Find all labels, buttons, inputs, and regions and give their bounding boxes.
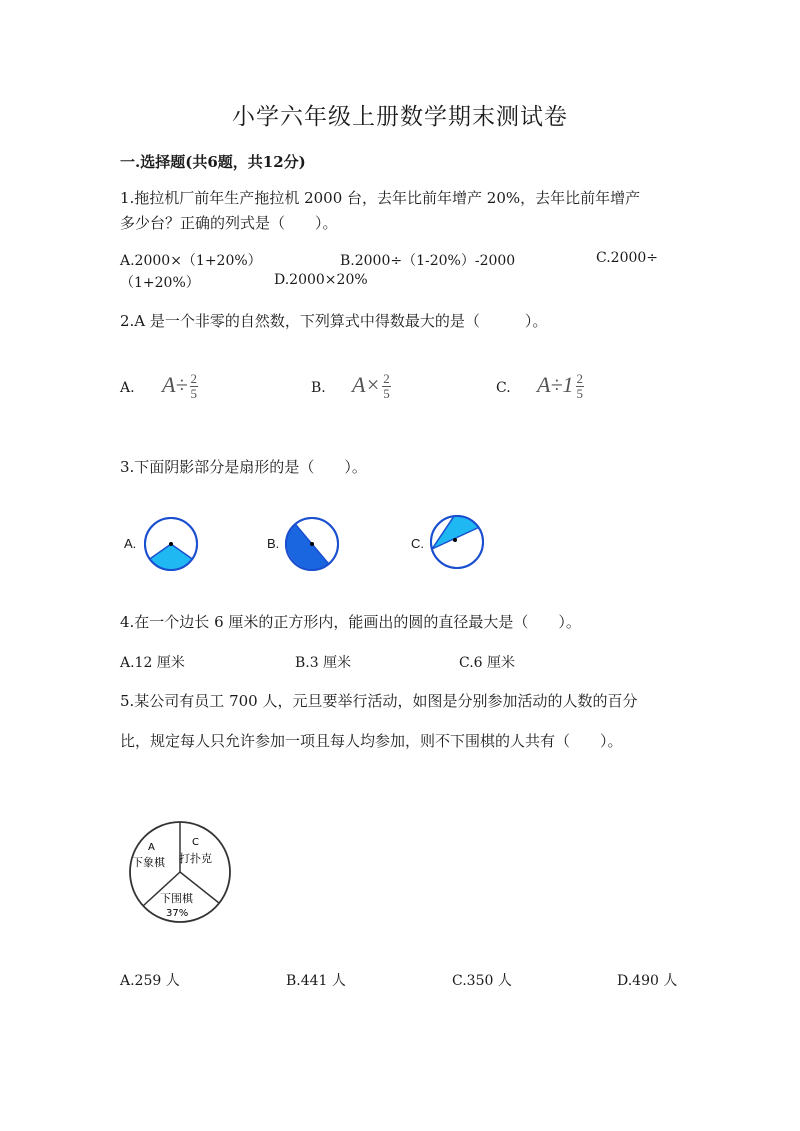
- q5-option-c: C.350 人: [452, 973, 512, 989]
- pie-label-a-letter: A: [148, 842, 155, 853]
- q1-option-c: C.2000÷: [596, 250, 659, 266]
- q2-option-c-expr: A÷1 $\frac{2}{5}$: [537, 371, 584, 402]
- q2-option-b-label: B.: [311, 380, 326, 396]
- q1-option-d: D.2000×20%: [274, 272, 368, 288]
- q1-option-a: A.2000×（1+20%）: [120, 253, 262, 269]
- q3-option-c-figure: [427, 512, 487, 572]
- q3-option-b-label: B.: [267, 536, 280, 551]
- q1-text-line1: 1.拖拉机厂前年生产拖拉机 2000 台，去年比前年增产 20%，去年比前年增产: [120, 189, 641, 207]
- q3-option-b-figure: [283, 515, 341, 573]
- q5-option-a: A.259 人: [120, 973, 180, 989]
- q3-text: 3.下面阴影部分是扇形的是（ ）。: [120, 458, 367, 476]
- pie-label-go-name: 下围棋: [160, 892, 193, 905]
- q5-text-line1: 5.某公司有员工 700 人，元旦要举行活动，如图是分别参加活动的人数的百分: [120, 692, 638, 710]
- q1-option-c-cont: （1+20%）: [120, 275, 200, 291]
- q4-option-a: A.12 厘米: [120, 655, 185, 671]
- q5-option-d: D.490 人: [617, 973, 678, 989]
- q5-text-line2: 比，规定每人只允许参加一项且每人均参加，则不下围棋的人共有（ ）。: [120, 732, 623, 750]
- q2-option-a-expr: A÷ $\frac{2}{5}$: [162, 371, 198, 402]
- q2-text: 2.A 是一个非零的自然数，下列算式中得数最大的是（ ）。: [120, 312, 548, 330]
- q2-option-b-expr: A× $\frac{2}{5}$: [352, 371, 390, 402]
- q1-option-b: B.2000÷（1-20%）-2000: [340, 253, 516, 269]
- q3-option-c-label: C.: [411, 536, 424, 551]
- q5-option-b: B.441 人: [286, 973, 346, 989]
- q4-option-c: C.6 厘米: [459, 655, 516, 671]
- q1-text-line2: 多少台？正确的列式是（ ）。: [120, 214, 338, 232]
- q2-option-a-label: A.: [120, 380, 135, 396]
- q4-text: 4.在一个边长 6 厘米的正方形内，能画出的圆的直径最大是（ ）。: [120, 613, 581, 631]
- q3-option-a-figure: [142, 515, 200, 573]
- pie-label-c-letter: C: [192, 837, 199, 848]
- pie-label-go-pct: 37%: [166, 908, 189, 919]
- q2-option-c-label: C.: [496, 380, 511, 396]
- section-heading: 一.选择题(共6题，共12分): [120, 153, 306, 171]
- pie-label-a-name: 下象棋: [132, 856, 165, 869]
- q3-option-a-label: A.: [124, 536, 137, 551]
- q4-option-b: B.3 厘米: [295, 655, 352, 671]
- pie-label-c-name: 打扑克: [179, 852, 212, 865]
- q5-pie-chart: [128, 820, 232, 924]
- page-title: 小学六年级上册数学期末测试卷: [232, 104, 568, 130]
